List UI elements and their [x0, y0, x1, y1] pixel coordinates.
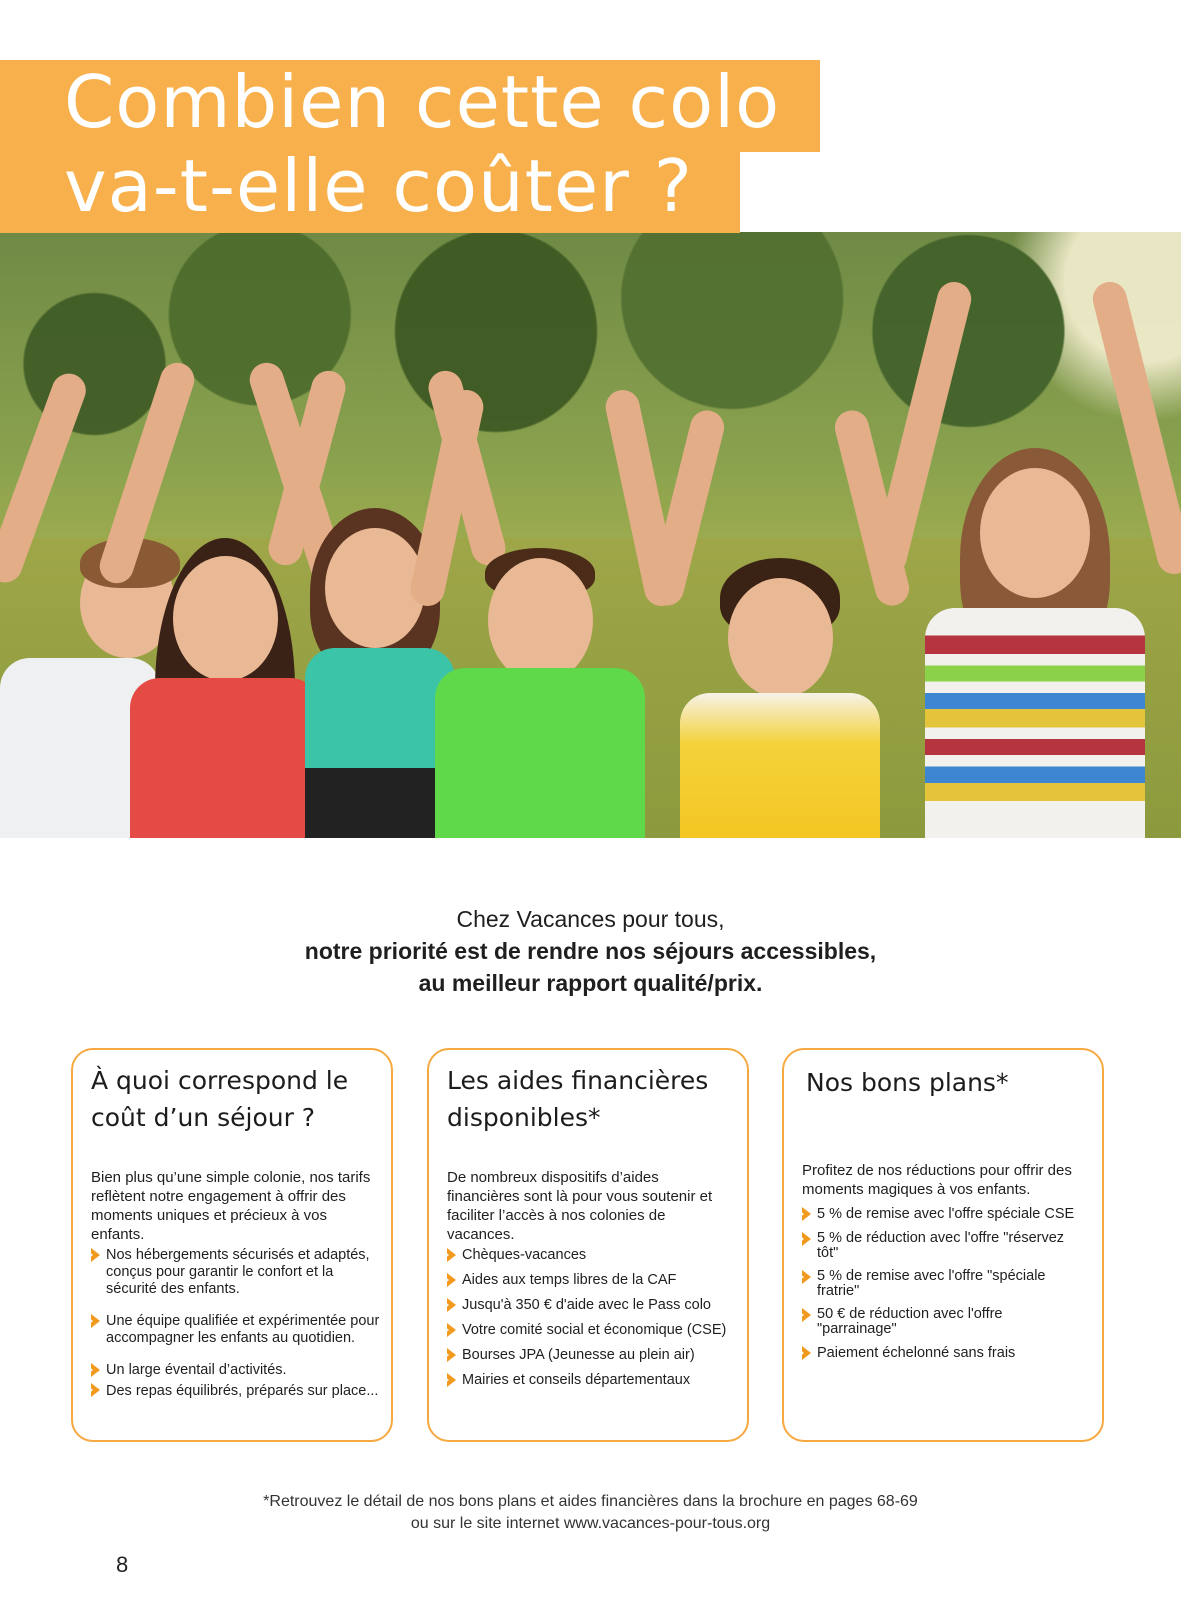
intro-line-1: Chez Vacances pour tous, [456, 906, 725, 932]
card-cost [71, 1048, 393, 1442]
chevron-right-icon [91, 1383, 100, 1397]
chevron-right-icon [447, 1348, 456, 1362]
chevron-right-icon [91, 1314, 100, 1328]
chevron-right-icon [802, 1207, 811, 1221]
card-cost-lead: Bien plus qu’une simple colonie, nos tarifs reflètent notre engagement à offrir des moments uniques et précieux à vos enfants. [91, 1169, 371, 1243]
list-item: Paiement échelonné sans frais [802, 1345, 1082, 1362]
card-financial-aid-lead: De nombreux dispositifs d’aides financières sont là pour vous soutenir et faciliter l’accès à nos colonies de vacances. [447, 1169, 713, 1243]
footnote [0, 1491, 1181, 1535]
card-good-deals-title: Nos bons plans* [806, 1068, 1009, 1097]
chevron-right-icon [447, 1323, 456, 1337]
chevron-right-icon [447, 1248, 456, 1262]
hero-photo [0, 232, 1181, 838]
chevron-right-icon [447, 1273, 456, 1287]
page-number: 8 [116, 1552, 129, 1577]
photo-kid-5 [670, 408, 890, 838]
footnote-line-2: ou sur le site internet www.vacances-pour-tous.org [410, 1515, 771, 1532]
card-cost-title: À quoi correspond le coût d’un séjour ? [91, 1066, 349, 1132]
list-item: Des repas équilibrés, préparés sur place... [91, 1382, 381, 1401]
photo-kid-4 [430, 388, 660, 838]
title-line-1: Combien cette colo [64, 60, 781, 144]
chevron-right-icon [802, 1346, 811, 1360]
chevron-right-icon [447, 1298, 456, 1312]
list-item: Nos hébergements sécurisés et adaptés, conçus pour garantir le confort et la sécurité des enfants. [91, 1247, 381, 1298]
list-item: 5 % de remise avec l'offre "spéciale fratrie" [802, 1269, 1082, 1299]
card-good-deals-lead: Profitez de nos réductions pour offrir des moments magiques à vos enfants. [802, 1162, 1072, 1198]
chevron-right-icon [91, 1248, 100, 1262]
page-title [64, 60, 780, 228]
footnote-line-1: *Retrouvez le détail de nos bons plans et aides financières dans la brochure en pages 68-69 [263, 1493, 918, 1510]
list-item: 5 % de réduction avec l'offre "réservez tôt" [802, 1231, 1082, 1261]
list-item: Aides aux temps libres de la CAF [447, 1272, 742, 1289]
intro-line-2: notre priorité est de rendre nos séjours accessibles, [304, 938, 877, 964]
chevron-right-icon [447, 1373, 456, 1387]
card-financial-aid-list [447, 1247, 742, 1389]
list-item: Jusqu'à 350 € d'aide avec le Pass colo [447, 1297, 742, 1314]
list-item: Bourses JPA (Jeunesse au plein air) [447, 1347, 742, 1364]
card-cost-list [91, 1247, 381, 1401]
intro-text [0, 903, 1181, 999]
card-financial-aid-title: Les aides financières disponibles* [447, 1066, 709, 1132]
intro-line-3: au meilleur rapport qualité/prix. [418, 970, 763, 996]
list-item: Une équipe qualifiée et expérimentée pour accompagner les enfants au quotidien. [91, 1313, 381, 1347]
card-good-deals [782, 1048, 1104, 1442]
card-good-deals-list [802, 1206, 1082, 1362]
chevron-right-icon [91, 1363, 100, 1377]
list-item: 50 € de réduction avec l'offre "parrainage" [802, 1307, 1082, 1337]
title-line-2: va-t-elle coûter ? [64, 144, 693, 228]
chevron-right-icon [802, 1308, 811, 1322]
list-item: Mairies et conseils départementaux [447, 1372, 742, 1389]
list-item: 5 % de remise avec l'offre spéciale CSE [802, 1206, 1082, 1223]
list-item: Un large éventail d’activités. [91, 1362, 381, 1379]
card-financial-aid [427, 1048, 749, 1442]
photo-kid-6 [905, 278, 1165, 838]
list-item: Votre comité social et économique (CSE) [447, 1322, 742, 1339]
chevron-right-icon [802, 1232, 811, 1246]
list-item: Chèques-vacances [447, 1247, 742, 1264]
chevron-right-icon [802, 1270, 811, 1284]
